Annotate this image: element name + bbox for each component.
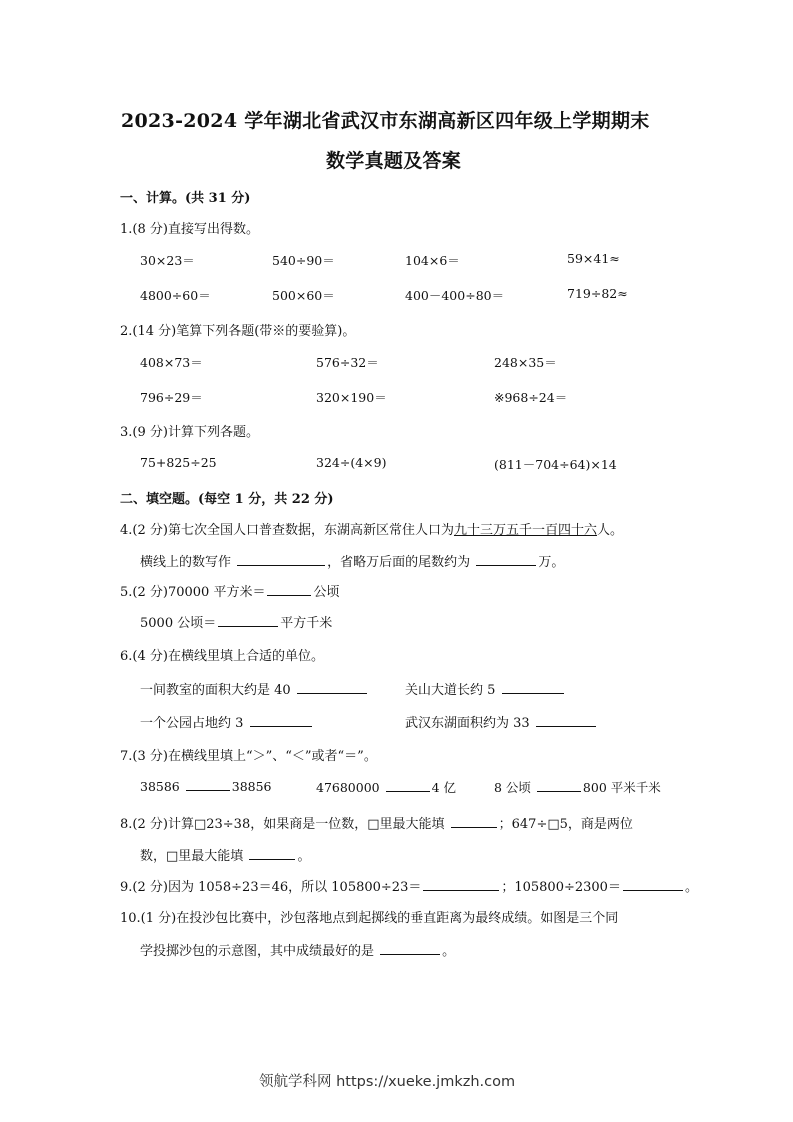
q2-expr: 408×73＝	[140, 355, 203, 370]
q4-text: 万。	[538, 555, 565, 570]
answer-blank[interactable]	[249, 847, 295, 860]
q1-expr: 30×23＝	[140, 253, 195, 268]
q7-compare	[316, 778, 456, 796]
q8-text: 。	[297, 849, 311, 864]
q8-line2	[140, 845, 310, 864]
q2-expr: 796÷29＝	[140, 390, 203, 405]
q6-text: 关山大道长约 5	[405, 683, 496, 698]
q7-text: 8 公顷	[494, 780, 531, 795]
q6-text: 一个公园占地约 3	[140, 716, 244, 731]
q1-expr: 500×60＝	[272, 288, 335, 303]
q4-text: 人。	[596, 523, 623, 538]
q5-text: 5000 公顷＝	[140, 616, 217, 631]
answer-blank[interactable]	[502, 681, 564, 694]
q5-text: 公顷	[313, 585, 340, 600]
q2-expr: 248×35＝	[494, 355, 557, 370]
q10-line2	[140, 940, 455, 959]
footer-watermark: 领航学科网 https://xueke.jmkzh.com	[259, 1074, 516, 1090]
q5-text: 平方千米	[280, 616, 333, 631]
q4-line2	[140, 551, 564, 570]
answer-blank[interactable]	[423, 878, 499, 891]
doc-title-line2: 数学真题及答案	[326, 150, 462, 172]
q6-item	[405, 712, 598, 731]
q10-line1: 10.(1 分)在投沙包比赛中，沙包落地点到起掷线的垂直距离为最终成绩。如图是三个同	[120, 911, 619, 926]
q2-stem: 2.(14 分)笔算下列各题(带※的要验算)。	[120, 324, 356, 339]
q5-line2	[140, 612, 332, 631]
q7-compare	[494, 778, 661, 796]
answer-blank[interactable]	[451, 815, 497, 828]
q10-text: 学投掷沙包的示意图，其中成绩最好的是	[140, 944, 375, 959]
q2-expr: 320×190＝	[316, 390, 387, 405]
q6-item	[140, 712, 314, 731]
q1-expr: 540÷90＝	[272, 253, 335, 268]
answer-blank[interactable]	[297, 681, 367, 694]
answer-blank[interactable]	[386, 779, 430, 792]
section-heading-2: 二、填空题。(每空 1 分，共 22 分)	[120, 492, 334, 507]
q6-text: 一间教室的面积大约是 40	[140, 683, 291, 698]
q1-expr: 400－400÷80＝	[405, 288, 505, 303]
q9-line	[120, 876, 698, 895]
q1-expr: 719÷82≈	[567, 286, 628, 301]
answer-blank[interactable]	[267, 583, 311, 596]
q7-stem: 7.(3 分)在横线里填上“＞”、“＜”或者“＝”。	[120, 749, 377, 764]
q6-item	[140, 679, 369, 698]
q5-line1	[120, 581, 339, 600]
answer-blank[interactable]	[237, 553, 325, 566]
q2-expr: ※968÷24＝	[494, 390, 568, 405]
q8-text: ；647÷□5，商是两位	[498, 817, 633, 832]
answer-blank[interactable]	[186, 778, 230, 791]
q6-item	[405, 679, 566, 698]
answer-blank[interactable]	[537, 779, 581, 792]
q4-line1	[120, 519, 623, 538]
q1-expr: 104×6＝	[405, 253, 460, 268]
section-heading-1: 一、计算。(共 31 分)	[120, 191, 251, 206]
doc-title-line1: 2023-2024 学年湖北省武汉市东湖高新区四年级上学期期末	[121, 110, 650, 132]
q7-text: 800 平米千米	[582, 780, 661, 795]
q1-stem: 1.(8 分)直接写出得数。	[120, 222, 259, 237]
answer-blank[interactable]	[623, 878, 683, 891]
q9-text: 9.(2 分)因为 1058÷23＝46，所以 105800÷23＝	[120, 880, 422, 895]
q1-expr: 59×41≈	[567, 251, 620, 266]
answer-blank[interactable]	[380, 942, 440, 955]
q5-text: 5.(2 分)70000 平方米＝	[120, 585, 266, 600]
q9-text: ；105800÷2300＝	[501, 880, 621, 895]
q1-expr: 4800÷60＝	[140, 288, 211, 303]
q8-text: 8.(2 分)计算□23÷38，如果商是一位数，□里最大能填	[120, 817, 445, 832]
q7-text: 47680000	[316, 780, 380, 795]
q7-text: 38856	[231, 779, 272, 794]
q3-stem: 3.(9 分)计算下列各题。	[120, 425, 259, 440]
q6-stem: 6.(4 分)在横线里填上合适的单位。	[120, 649, 324, 664]
q6-text: 武汉东湖面积约为 33	[405, 716, 530, 731]
q7-text: 4 亿	[431, 780, 457, 795]
q2-expr: 576÷32＝	[316, 355, 379, 370]
answer-blank[interactable]	[218, 614, 278, 627]
q4-text: ，省略万后面的尾数约为	[327, 555, 471, 570]
answer-blank[interactable]	[476, 553, 536, 566]
q9-text: 。	[684, 880, 698, 895]
q8-line1	[120, 813, 633, 832]
answer-blank[interactable]	[536, 714, 596, 727]
q10-text: 。	[442, 944, 456, 959]
answer-blank[interactable]	[250, 714, 312, 727]
q8-text: 数，□里最大能填	[140, 849, 244, 864]
q7-text: 38586	[140, 779, 180, 794]
q4-underlined-number: 九十三万五千一百四十六	[453, 523, 597, 538]
q7-compare	[140, 778, 272, 794]
q3-expr: (811－704÷64)×14	[494, 457, 617, 472]
q3-expr: 324÷(4×9)	[316, 455, 387, 470]
q4-text: 4.(2 分)第七次全国人口普查数据，东湖高新区常住人口为	[120, 523, 454, 538]
q4-text: 横线上的数写作	[140, 555, 232, 570]
q3-expr: 75+825÷25	[140, 455, 217, 470]
